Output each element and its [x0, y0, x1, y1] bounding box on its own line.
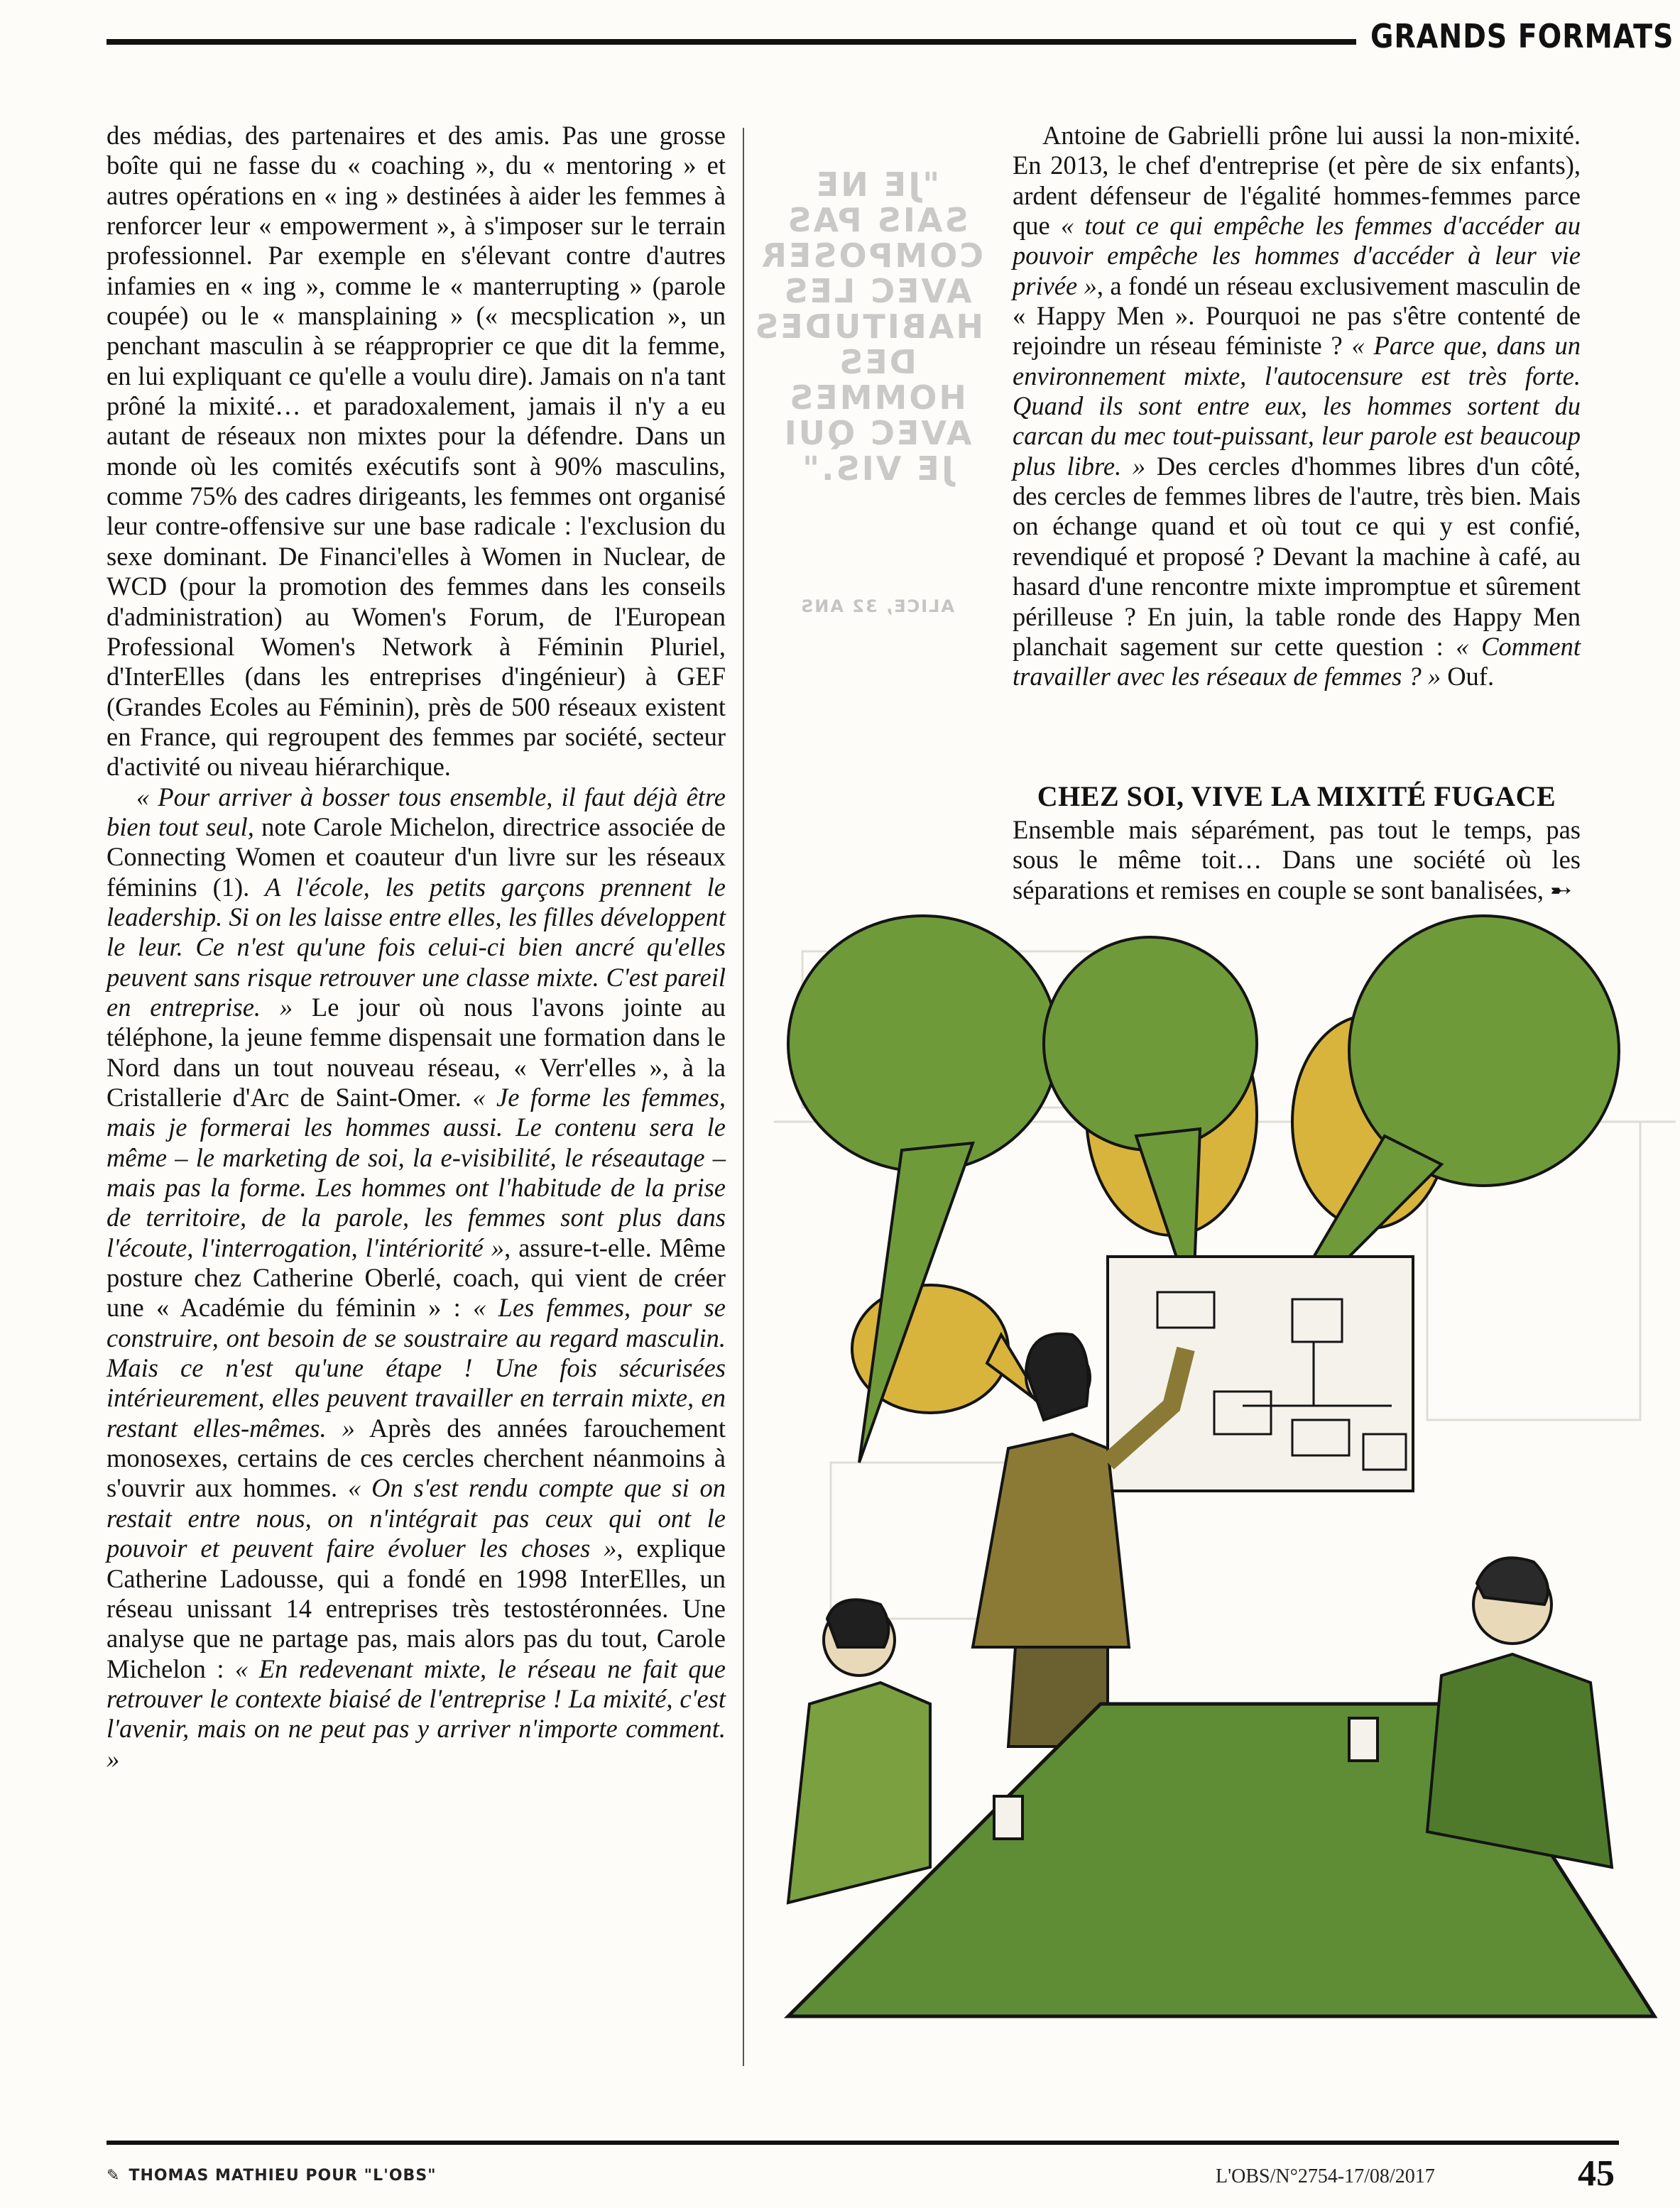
- page-number: 45: [1578, 2153, 1615, 2194]
- quote: « En redevenant mixte, le réseau ne fait que retrouver le contexte biaisé de l'entreprise ! La mixité, c'est l'avenir, mais on ne peut pas y arriver n'importe comment. »: [107, 1654, 726, 1773]
- text: , explique Catherine Ladousse, qui a fondé en 1998 InterElles, un réseau unissant 14 entreprises très testostéronnées. Une analyse que ne partage pas, mais alors pas du tout, Carole Michelon :: [107, 1534, 726, 1683]
- text: Le jour où nous l'avons jointe au téléphone, la jeune femme dispensait une formation dans le Nord dans un tout nouveau réseau, « Verr'elles », à la Cristallerie d'Arc de Saint-Omer.: [107, 992, 726, 1112]
- continue-arrow-icon: ➸: [1550, 874, 1572, 905]
- text: note Carole Michelon, directrice associée de Connecting Women et coauteur d'un livre sur les réseaux féminins (1).: [107, 811, 726, 902]
- text: Des cercles d'hommes libres d'un côté, des cercles de femmes libres de l'autre, très bien. Mais on échange quand et où tout ce qui y est confié, revendiqué et proposé ? Devant la machine à café, au hasard d'une rencontre mixte impromptue et sûrement périlleuse ? En juin, la table ronde des Happy Men planchait sagement sur cette question :: [1013, 451, 1581, 661]
- credit-text: THOMAS MATHIEU POUR "L'OBS": [129, 2167, 437, 2185]
- issue-info: L'OBS/N°2754-17/08/2017: [1216, 2165, 1435, 2187]
- article-left-column: [107, 121, 726, 1774]
- quote: « On s'est rendu compte que si on restait entre nous, on n'intégrait pas ceux qui ont le pouvoir et peuvent faire évoluer les choses »: [107, 1473, 726, 1563]
- article-right-column: [1013, 121, 1581, 692]
- quote: « Parce que, dans un environnement mixte, l'autocensure est très forte. Quand ils sont entre eux, les hommes sortent du carcan du mec tout-puissant, leur parole est beaucoup plus libre. »: [1013, 331, 1581, 481]
- paragraph: [1013, 815, 1581, 905]
- text: Antoine de Gabrielli prône lui aussi la non-mixité. En 2013, le chef d'entreprise (et père de six enfants), ardent défenseur de l'égalité hommes-femmes parce que: [1013, 121, 1581, 241]
- footer-rule: [107, 2141, 1619, 2145]
- article-right-column-continued: [1013, 815, 1581, 905]
- section-label: GRANDS FORMATS: [1370, 17, 1674, 55]
- text: Ouf.: [1441, 662, 1495, 692]
- text: Ensemble mais séparément, pas tout le temps, pas sous le même toit… Dans une société où les séparations et remises en couple se sont banalisées,: [1013, 815, 1581, 904]
- pull-quote-author: ALICE, 32 ANS: [800, 596, 954, 616]
- column-divider: [743, 128, 744, 2066]
- text: , assure-t-elle. Même posture chez Catherine Oberlé, coach, qui vient de créer une « Académie du féminin » :: [107, 1233, 726, 1323]
- illustration-credit: [107, 2167, 437, 2185]
- meeting-illustration: [774, 909, 1676, 2059]
- paragraph: [107, 782, 726, 1774]
- whiteboard: [1108, 1257, 1413, 1491]
- quote: « Je forme les femmes, mais je formerai les hommes aussi. Le contenu sera le même – le marketing de soi, la e-visibilité, le réseautage – mais pas la forme. Les hommes ont l'habitude de la prise de territoire, de la parole, les femmes sont plus dans l'écoute, l'interrogation, l'intériorité »: [107, 1083, 726, 1262]
- header-rule: [107, 39, 1356, 45]
- text: , a fondé un réseau exclusivement masculin de « Happy Men ». Pourquoi ne pas s'être contenté de rejoindre un réseau féministe ?: [1013, 270, 1581, 361]
- quote: « Comment travailler avec les réseaux de femmes ? »: [1013, 631, 1581, 692]
- quote: A l'école, les petits garçons prennent le leadership. Si on les laisse entre elles, les filles développent le leur. Ce n'est qu'une fois celui-ci bien ancré qu'elles peuvent sans risque retrouver une classe mixte. C'est pareil en entreprise. »: [107, 872, 726, 1022]
- quote: « Les femmes, pour se construire, ont besoin de se soustraire au regard masculin. Mais ce n'est qu'une étape ! Une fois sécurisées intérieurement, elles peuvent travailler en terrain mixte, en restant elles-mêmes. »: [107, 1293, 726, 1443]
- quote: « Pour arriver à bosser tous ensemble, il faut déjà être bien tout seul,: [107, 782, 726, 841]
- text: Après des années farouchement monosexes, certains de ces cercles cherchent néanmoins à s'ouvrir aux hommes.: [107, 1413, 726, 1503]
- paragraph: [1013, 121, 1581, 692]
- quote: « tout ce qui empêche les femmes d'accéder au pouvoir empêche les hommes d'accéder à leur vie privée »: [1013, 211, 1581, 300]
- paragraph: des médias, des partenaires et des amis. Pas une grosse boîte qui ne fasse du « coaching », du « mentoring » et autres opérations en « ing » destinées à aider les femmes à renforcer leur « empowerment », à s'imposer sur le terrain professionnel. Par exemple en s'élevant contre d'autres infamies en « ing », comme le « manterrupting » (parole coupée) ou le « mansplaining » (« mecsplication », un penchant masculin à se réapproprier ce que dit la femme, en lui expliquant ce qu'elle a voulu dire). Jamais on n'a tant prôné la mixité… et paradoxalement, jamais il n'y a eu autant de réseaux non mixtes pour la défendre. Dans un monde où les comités exécutifs sont à 90% masculins, comme 75% des cadres dirigeants, les femmes ont organisé leur contre-offensive sur une base radicale : l'exclusion du sexe dominant. De Financi'elles à Women in Nuclear, de WCD (pour la promotion des femmes dans les conseils d'administration) au Women's Forum, de l'European Professional Women's Network à Féminin Pluriel, d'InterElles (dans les entreprises d'ingénieur) à GEF (Grandes Ecoles au Féminin), près de 500 réseaux existent en France, qui regroupent des femmes par société, secteur d'activité ou niveau hiérarchique.: [107, 121, 726, 782]
- pencil-icon: ✎: [107, 2167, 121, 2185]
- pull-quote: "JE NE SAIS PAS COMPOSER AVEC LES HABITUDES DES HOMMES AVEC QUI JE VIS.": [753, 165, 983, 488]
- subheading: CHEZ SOI, VIVE LA MIXITÉ FUGACE: [1037, 780, 1556, 812]
